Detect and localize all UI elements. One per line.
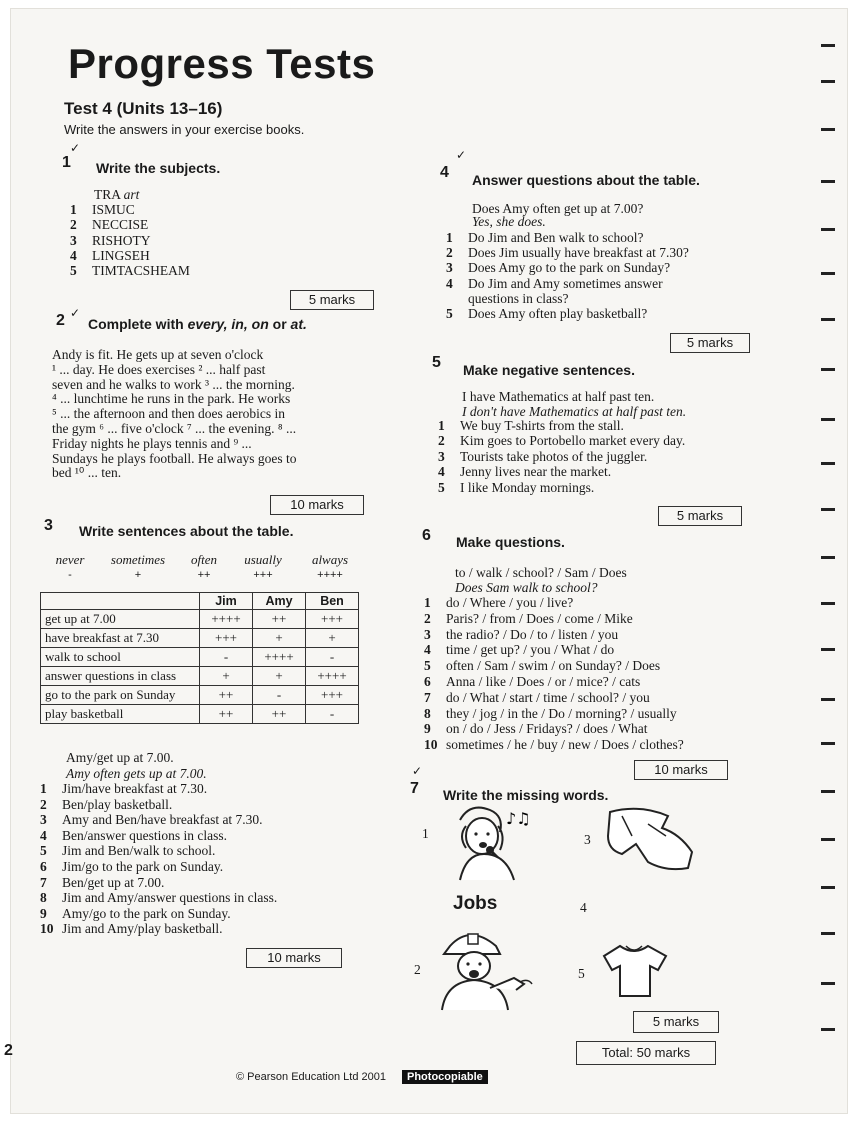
section-3-item bbox=[40, 781, 207, 797]
table-activity-cell: get up at 7.00 bbox=[41, 610, 200, 629]
item-number: 4 bbox=[424, 642, 431, 658]
photocopiable-badge: Photocopiable bbox=[402, 1070, 488, 1084]
tshirt-illustration bbox=[600, 940, 670, 1002]
item-text: Tourists take photos of the juggler. bbox=[460, 448, 648, 464]
frequency-word: sometimes bbox=[110, 552, 166, 567]
section-6-item bbox=[424, 690, 650, 706]
item-number: 1 bbox=[446, 230, 453, 245]
item-number: 6 bbox=[424, 674, 431, 689]
section-1-example: TRA art bbox=[94, 187, 140, 202]
binding-mark bbox=[821, 128, 835, 131]
section-5-item bbox=[438, 418, 624, 434]
tick-mark: ✓ bbox=[412, 764, 423, 778]
table-header: Ben bbox=[306, 593, 359, 610]
frequency-word: never bbox=[55, 552, 85, 567]
item-text: We buy T-shirts from the stall. bbox=[460, 418, 624, 433]
item-number: 4 bbox=[438, 464, 445, 480]
item-text: Does Amy often play basketball? bbox=[468, 306, 648, 321]
item-number: 1 bbox=[424, 595, 431, 610]
item-text: Amy/go to the park on Sunday. bbox=[62, 905, 231, 921]
section-6-item bbox=[424, 674, 640, 690]
table-value-cell: + bbox=[253, 667, 306, 686]
item-number: 8 bbox=[40, 890, 47, 906]
item-number: 1 bbox=[438, 418, 445, 433]
section-4-item bbox=[446, 276, 663, 292]
item-text: Jim and Amy/play basketball. bbox=[62, 921, 223, 937]
section-4-item bbox=[446, 230, 643, 246]
section-6-number: 6 bbox=[422, 527, 431, 544]
paragraph-line: Friday nights he plays tennis and ⁹ ... bbox=[52, 435, 252, 451]
binding-mark bbox=[821, 508, 835, 511]
section-4-item bbox=[446, 245, 689, 261]
item-text: Jim/have breakfast at 7.30. bbox=[62, 781, 208, 796]
table-value-cell: ++ bbox=[253, 705, 306, 724]
item-text: on / do / Jess / Fridays? / does / What bbox=[446, 721, 648, 737]
item-text: I like Monday mornings. bbox=[460, 479, 595, 495]
item-text: Ben/get up at 7.00. bbox=[62, 874, 165, 890]
binding-mark bbox=[821, 886, 835, 889]
item-number: 7 bbox=[424, 689, 431, 705]
item-number: 2 bbox=[70, 217, 77, 233]
item-text: they / jog / in the / Do / morning? / usually bbox=[446, 705, 677, 721]
table-value-cell: - bbox=[306, 648, 359, 667]
paragraph-line: ¹ ... day. He does exercises ² ... half past bbox=[52, 361, 266, 377]
section-6-item bbox=[424, 642, 614, 658]
item-text: sometimes / he / buy / new / Does / clothes? bbox=[446, 737, 684, 753]
section-3-item bbox=[40, 843, 215, 859]
table-activity-cell: have breakfast at 7.30 bbox=[41, 629, 200, 648]
section-6-marks: 10 marks bbox=[634, 760, 728, 780]
table-value-cell: + bbox=[306, 629, 359, 648]
section-4-example: Does Amy often get up at 7.00? bbox=[472, 201, 644, 216]
item-text: Amy and Ben/have breakfast at 7.30. bbox=[62, 812, 263, 828]
paragraph-line: ⁴ ... lunchtime he runs in the park. He works bbox=[52, 391, 291, 407]
table-value-cell: + bbox=[200, 667, 253, 686]
binding-mark bbox=[821, 790, 835, 793]
section-3-item bbox=[40, 921, 222, 937]
item-text: Jim/go to the park on Sunday. bbox=[62, 859, 224, 874]
table-value-cell: - bbox=[200, 648, 253, 667]
table-value-cell: ++ bbox=[200, 705, 253, 724]
item-text: Jim and Ben/walk to school. bbox=[62, 843, 216, 859]
section-7-marks: 5 marks bbox=[633, 1011, 719, 1033]
section-4-item bbox=[446, 260, 670, 276]
section-3-title: Write sentences about the table. bbox=[79, 523, 294, 539]
item-number: 4 bbox=[446, 275, 453, 291]
frequency-symbol: - bbox=[68, 569, 72, 581]
item-number: 8 bbox=[424, 705, 431, 721]
section-4-title: Answer questions about the table. bbox=[472, 172, 700, 188]
item-number: 5 bbox=[40, 843, 47, 859]
item-text: ISMUC bbox=[92, 202, 135, 217]
item-number: 4 bbox=[40, 827, 47, 843]
table-activity-cell: go to the park on Sunday bbox=[41, 686, 200, 705]
copyright: © Pearson Education Ltd 2001 bbox=[236, 1071, 386, 1083]
table-activity-cell: walk to school bbox=[41, 648, 200, 667]
item-number: 3 bbox=[438, 448, 445, 464]
section-5-item bbox=[438, 433, 685, 449]
item-text: do / Where / you / live? bbox=[446, 595, 574, 610]
section-1-title: Write the subjects. bbox=[96, 160, 221, 176]
item-text: LINGSEH bbox=[92, 247, 150, 263]
section-3-item bbox=[40, 906, 231, 922]
frequency-symbol: ++++ bbox=[317, 569, 343, 581]
section-1-item bbox=[70, 217, 148, 233]
frequency-word: often bbox=[191, 552, 217, 567]
item-number: 7 bbox=[40, 874, 47, 890]
table-value-cell: +++ bbox=[306, 610, 359, 629]
item-number: 2 bbox=[438, 433, 445, 449]
table-header: Amy bbox=[253, 593, 306, 610]
section-5-item bbox=[438, 449, 647, 465]
section-2-paragraph bbox=[52, 348, 372, 481]
binding-mark bbox=[821, 982, 835, 985]
binding-mark bbox=[821, 838, 835, 841]
section-4-example-answer: Yes, she does. bbox=[472, 214, 546, 229]
binding-mark bbox=[821, 368, 835, 371]
item-number: 10 bbox=[40, 921, 54, 937]
binding-mark bbox=[821, 742, 835, 745]
item-text: Kim goes to Portobello market every day. bbox=[460, 433, 686, 449]
item-number: 5 bbox=[424, 658, 431, 674]
section-5-item bbox=[438, 480, 594, 496]
section-6-item bbox=[424, 737, 684, 753]
section-6-example-answer: Does Sam walk to school? bbox=[455, 580, 598, 595]
binding-mark bbox=[821, 698, 835, 701]
section-6-item bbox=[424, 595, 573, 611]
section-2-number: 2 bbox=[56, 312, 65, 329]
section-1-number: 1 bbox=[62, 154, 71, 171]
section-1-item bbox=[70, 263, 190, 279]
item-number: 3 bbox=[70, 232, 77, 248]
tick-mark: ✓ bbox=[70, 306, 81, 320]
picture-number-2: 2 bbox=[414, 962, 421, 977]
item-number: 9 bbox=[40, 905, 47, 921]
item-text: Jenny lives near the market. bbox=[460, 464, 612, 480]
table-activity-cell: answer questions in class bbox=[41, 667, 200, 686]
table-value-cell: ++ bbox=[253, 610, 306, 629]
frequency-table-wrap bbox=[40, 592, 359, 724]
section-5-title: Make negative sentences. bbox=[463, 362, 635, 378]
item-number: 3 bbox=[40, 812, 47, 828]
section-1-item bbox=[70, 202, 135, 218]
frequency-table bbox=[40, 592, 359, 724]
table-row bbox=[41, 648, 359, 667]
section-3-example: Amy/get up at 7.00. bbox=[66, 750, 174, 765]
binding-mark bbox=[821, 180, 835, 183]
item-text: the radio? / Do / to / listen / you bbox=[446, 626, 619, 642]
section-1-item bbox=[70, 233, 151, 249]
section-6-item bbox=[424, 611, 633, 627]
item-text: Ben/answer questions in class. bbox=[62, 827, 227, 843]
section-3-item bbox=[40, 859, 223, 875]
item-text: often / Sam / swim / on Sunday? / Does bbox=[446, 658, 661, 674]
item-number: 2 bbox=[446, 245, 453, 261]
section-6-title: Make questions. bbox=[456, 534, 565, 550]
section-5-number: 5 bbox=[432, 354, 441, 371]
table-value-cell: ++ bbox=[200, 686, 253, 705]
trousers-illustration bbox=[602, 802, 712, 874]
tick-mark: ✓ bbox=[456, 148, 467, 162]
svg-text:♪♫: ♪♫ bbox=[506, 809, 531, 828]
binding-mark bbox=[821, 648, 835, 651]
section-4-number: 4 bbox=[440, 164, 449, 181]
section-1-item bbox=[70, 248, 150, 264]
item-number: 5 bbox=[446, 306, 453, 321]
section-3-item bbox=[40, 797, 172, 813]
item-text: NECCISE bbox=[92, 217, 149, 233]
table-value-cell: - bbox=[253, 686, 306, 705]
jobs-heading: Jobs bbox=[453, 893, 498, 914]
item-number: 10 bbox=[424, 737, 438, 753]
section-3-number: 3 bbox=[44, 517, 53, 534]
binding-mark bbox=[821, 44, 835, 47]
section-5-example: I have Mathematics at half past ten. bbox=[462, 389, 655, 404]
singer-illustration bbox=[440, 800, 540, 882]
item-text: Anna / like / Does / or / mice? / cats bbox=[446, 674, 641, 689]
item-number: 6 bbox=[40, 859, 47, 874]
binding-mark bbox=[821, 1028, 835, 1031]
binding-mark bbox=[821, 462, 835, 465]
section-6-item bbox=[424, 658, 660, 674]
binding-mark bbox=[821, 418, 835, 421]
binding-mark bbox=[821, 602, 835, 605]
paragraph-line: bed ¹⁰ ... ten. bbox=[52, 465, 122, 481]
item-number: 4 bbox=[70, 247, 77, 263]
section-1-marks: 5 marks bbox=[290, 290, 374, 310]
item-number: 3 bbox=[446, 260, 453, 276]
item-text: time / get up? / you / What / do bbox=[446, 642, 615, 658]
item-number: 5 bbox=[438, 479, 445, 495]
item-number: 3 bbox=[424, 626, 431, 642]
table-row bbox=[41, 610, 359, 629]
section-6-item bbox=[424, 627, 618, 643]
item-text: Jim and Amy/answer questions in class. bbox=[62, 890, 278, 906]
binding-mark bbox=[821, 556, 835, 559]
section-4-item bbox=[446, 291, 569, 307]
firefighter-illustration bbox=[428, 924, 538, 1012]
page-number: 2 bbox=[4, 1042, 13, 1059]
section-4-item bbox=[446, 306, 647, 322]
section-2-title: Complete with every, in, on or at. bbox=[88, 316, 307, 332]
item-number: 5 bbox=[70, 263, 77, 279]
binding-mark bbox=[821, 272, 835, 275]
table-value-cell: +++ bbox=[306, 686, 359, 705]
test-heading: Test 4 (Units 13–16) bbox=[64, 99, 223, 118]
frequency-symbol: + bbox=[134, 569, 142, 581]
picture-number-4: 4 bbox=[580, 900, 587, 915]
section-3-item bbox=[40, 875, 164, 891]
frequency-symbol: ++ bbox=[197, 569, 211, 581]
paragraph-line: seven and he walks to work ³ ... the morning. bbox=[52, 376, 295, 392]
section-3-item bbox=[40, 828, 227, 844]
section-6-example: to / walk / school? / Sam / Does bbox=[455, 565, 627, 580]
tick-mark: ✓ bbox=[70, 141, 81, 155]
item-number: 2 bbox=[40, 796, 47, 812]
table-activity-cell: play basketball bbox=[41, 705, 200, 724]
section-3-example-answer: Amy often gets up at 7.00. bbox=[66, 766, 207, 781]
section-3-marks: 10 marks bbox=[246, 948, 342, 968]
item-number: 2 bbox=[424, 610, 431, 626]
section-4-marks: 5 marks bbox=[670, 333, 750, 353]
section-5-marks: 5 marks bbox=[658, 506, 742, 526]
picture-number-5: 5 bbox=[578, 966, 585, 981]
frequency-symbol: +++ bbox=[253, 569, 273, 581]
table-value-cell: ++++ bbox=[253, 648, 306, 667]
page-title: Progress Tests bbox=[68, 40, 376, 87]
item-number: 9 bbox=[424, 721, 431, 737]
table-value-cell: ++++ bbox=[200, 610, 253, 629]
section-6-item bbox=[424, 706, 677, 722]
section-5-example-answer: I don't have Mathematics at half past ten. bbox=[462, 404, 687, 419]
total-marks: Total: 50 marks bbox=[576, 1041, 716, 1065]
binding-mark bbox=[821, 80, 835, 83]
frequency-word: always bbox=[311, 552, 349, 567]
table-row bbox=[41, 629, 359, 648]
instructions: Write the answers in your exercise books. bbox=[64, 122, 305, 137]
table-header bbox=[41, 593, 200, 610]
table-value-cell: - bbox=[306, 705, 359, 724]
section-7-title: Write the missing words. bbox=[443, 787, 609, 803]
item-text: TIMTACSHEAM bbox=[92, 263, 190, 279]
item-text: Does Amy go to the park on Sunday? bbox=[468, 260, 671, 276]
item-text: RISHOTY bbox=[92, 232, 151, 248]
item-text: questions in class? bbox=[468, 290, 569, 306]
item-text: Ben/play basketball. bbox=[62, 796, 173, 812]
paragraph-line: ⁵ ... the afternoon and then does aerobics in bbox=[52, 406, 286, 422]
section-3-item bbox=[40, 812, 263, 828]
table-value-cell: +++ bbox=[200, 629, 253, 648]
picture-number-3: 3 bbox=[584, 832, 591, 847]
table-row bbox=[41, 705, 359, 724]
item-number: 1 bbox=[70, 202, 77, 217]
binding-mark bbox=[821, 932, 835, 935]
binding-mark bbox=[821, 318, 835, 321]
item-number: 1 bbox=[40, 781, 47, 796]
item-text: Do Jim and Amy sometimes answer bbox=[468, 275, 663, 291]
table-value-cell: + bbox=[253, 629, 306, 648]
section-7-number: 7 bbox=[410, 780, 419, 797]
frequency-word: usually bbox=[244, 552, 282, 567]
item-text: do / What / start / time / school? / you bbox=[446, 689, 650, 705]
item-text: Do Jim and Ben walk to school? bbox=[468, 230, 644, 245]
paragraph-line: Andy is fit. He gets up at seven o'clock bbox=[52, 347, 264, 362]
item-text: Paris? / from / Does / come / Mike bbox=[446, 610, 633, 626]
paragraph-line: Sundays he plays football. He always goes to bbox=[52, 450, 297, 466]
item-text: Does Jim usually have breakfast at 7.30? bbox=[468, 245, 689, 261]
picture-number-1: 1 bbox=[422, 826, 429, 841]
section-3-item bbox=[40, 890, 277, 906]
binding-mark bbox=[821, 228, 835, 231]
table-row bbox=[41, 686, 359, 705]
table-row bbox=[41, 667, 359, 686]
section-2-marks: 10 marks bbox=[270, 495, 364, 515]
paragraph-line: the gym ⁶ ... five o'clock ⁷ ... the evening. ⁸ ... bbox=[52, 420, 297, 436]
table-value-cell: ++++ bbox=[306, 667, 359, 686]
section-5-item bbox=[438, 464, 611, 480]
section-6-item bbox=[424, 721, 648, 737]
table-header: Jim bbox=[200, 593, 253, 610]
